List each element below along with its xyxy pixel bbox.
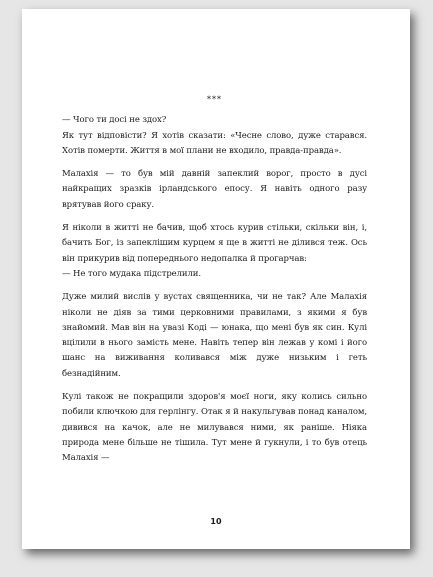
book-page (22, 9, 410, 549)
section-separator: *** (207, 95, 222, 104)
paragraph-2: Як тут відповісти? Я хотів сказати: «Чесне слово, дуже старався. Хотів померти. Життя в мої плани не входило, правда-правда». (62, 130, 367, 156)
paragraph-4: Я ніколи в житті не бачив, щоб хтось курив стільки, скільки він, і, бачить Бог, із запеклішим курцем я ще в житті не ділився теж. Ось він прикурив від попереднього недопалка й прогарчав: (62, 223, 367, 264)
paragraph-7: Кулі також не покращили здоров'я моєї ноги, яку колись сильно побили ключкою для герлінгу. Отак я й накульгував понад каналом, дивився на качок, але не милувався ними, як раніше. Ніяка природа мене більше не тішила. Тут мене й гукнули, і то був отець Малахія — (62, 392, 367, 464)
paragraph-3: Малахія — то був мій давній запеклий ворог, просто в дусі найкращих зразків ірландського епосу. Я навіть одного разу врятував його сраку. (62, 169, 367, 210)
paragraph-1: — Чого ти досі не здох? (62, 115, 167, 126)
page-number: 10 (210, 517, 222, 526)
paragraph-6: Дуже милий вислів у вустах священника, чи не так? Але Малахія ніколи не діяв за тими церковними правилами, з якими я був знайомий. Мав він на увазі Коді — юнака, що мені був як син. Кулі вцілили в нього замість мене. Навіть тепер він лежав у комі і його шанс на виживання коливався між дуже низьким і геть безнадійним. (62, 292, 367, 379)
paragraph-5: — Не того мудака підстрелили. (62, 268, 201, 279)
page-text (62, 92, 367, 467)
